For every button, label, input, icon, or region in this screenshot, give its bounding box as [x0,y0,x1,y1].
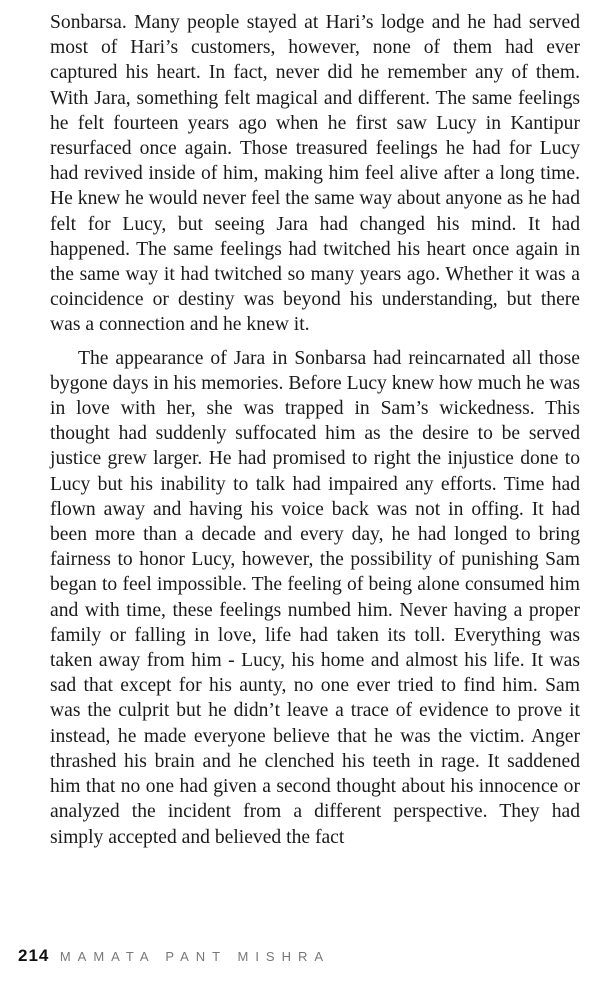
paragraph-continued: Sonbarsa. Many people stayed at Hari’s lodge and he had served most of Hari’s customers, however, none of them had ever captured his heart. In fact, never did he remember any of them. With Jara, something felt magical and different. The same feelings he felt fourteen years ago when he first saw Lucy in Kantipur resurfaced once again. Those treasured feelings he had for Lucy had revived inside of him, making him feel alive after a long time. He knew he would never feel the same way about anyone as he had felt for Lucy, but seeing Jara had changed his mind. It had happened. The same feelings had twitched his heart once again in the same way it had twitched so many years ago. Whether it was a coincidence or destiny was beyond his understanding, but there was a connection and he knew it. [50,12,580,336]
body-text [50,10,580,850]
page-number: 214 [18,946,50,965]
running-head-author: MAMATA PANT MISHRA [59,949,331,964]
page-footer [18,946,330,966]
paragraph: The appearance of Jara in Sonbarsa had reincarnated all those bygone days in his memories. Before Lucy knew how much he was in love with her, she was trapped in Sam’s wickedness. This thought had suddenly suffocated him as the desire to be served justice grew larger. He had promised to right the injustice done to Lucy but his inability to talk had impaired any efforts. Time had flown away and having his voice back was not in offing. It had been more than a decade and every day, he had longed to bring fairness to honor Lucy, however, the possibility of punishing Sam began to feel impossible. The feeling of being alone consumed him and with time, these feelings numbed him. Never having a proper family or falling in love, life had taken its toll. Everything was taken away from him - Lucy, his home and almost his life. It was sad that except for his aunty, no one ever tried to find him. Sam was the culprit but he didn’t leave a trace of evidence to prove it instead, he made everyone believe that he was the victim. Anger thrashed his brain and he clenched his teeth in rage. It saddened him that no one had given a second thought about his innocence or analyzed the incident from a different perspective. They had simply accepted and believed the fact [50,347,580,848]
